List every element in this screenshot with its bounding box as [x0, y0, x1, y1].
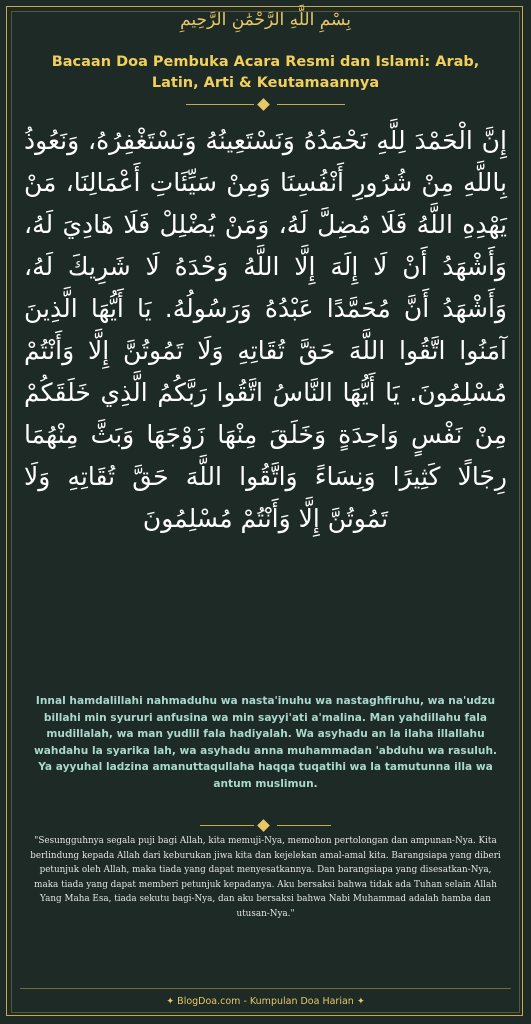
- diamond-ornament-icon: [257, 98, 270, 111]
- page-title: Bacaan Doa Pembuka Acara Resmi dan Islami: Arab, Latin, Arti & Keutamaannya: [51, 54, 480, 91]
- title-divider: [0, 98, 531, 112]
- meaning-divider: [0, 819, 531, 833]
- footer-divider: [20, 988, 511, 989]
- meaning-translation: "Sesungguhnya segala puji bagi Allah, kita memuji-Nya, memohon pertolongan dan ampunan-Nya. Kita berlindung kepada Allah dari keburukan jiwa kita dan kejelekan amal-amal kita. Barangsiapa yang diberi petunjuk oleh Allah, maka tiada yang dapat menyesatkannya. Dan barangsiapa yang disesatkan-Nya, maka tiada yang dapat memberi petunjuk kepadanya. Aku bersaksi bahwa tidak ada Tuhan selain Allah Yang Maha Esa, tiada sekutu bagi-Nya, dan aku bersaksi bahwa Nabi Muhammad adalah hamba dan utusan-Nya.": [30, 836, 501, 919]
- arabic-text: إِنَّ الْحَمْدَ لِلَّهِ نَحْمَدُهُ وَنَسْتَعِينُهُ وَنَسْتَغْفِرُهُ، وَنَعُوذُ بِاللَّهِ مِنْ شُرُورِ أَنْفُسِنَا وَمِنْ سَيِّئَاتِ أَعْمَالِنَا، مَنْ يَهْدِهِ اللَّهُ فَلَا مُضِلَّ لَهُ، وَمَنْ يُضْلِلْ فَلَا هَادِيَ لَهُ، وَأَشْهَدُ أَنْ لَا إِلَهَ إِلَّا اللَّهُ وَحْدَهُ لَا شَرِيكَ لَهُ، وَأَشْهَدُ أَنَّ مُحَمَّدًا عَبْدُهُ وَرَسُولُهُ. يَا أَيُّهَا الَّذِينَ آمَنُوا اتَّقُوا اللَّهَ حَقَّ تُقَاتِهِ وَلَا تَمُوتُنَّ إِلَّا وَأَنْتُمْ مُسْلِمُونَ. يَا أَيُّهَا النَّاسُ اتَّقُوا رَبَّكُمُ الَّذِي خَلَقَكُمْ مِنْ نَفْسٍ وَاحِدَةٍ وَخَلَقَ مِنْهَا زَوْجَهَا وَبَثَّ مِنْهُمَا رِجَالًا كَثِيرًا وَنِسَاءً وَاتَّقُوا اللَّهَ حَقَّ تُقَاتِهِ وَلَا تَمُوتُنَّ إِلَّا وَأَنْتُمْ مُسْلِمُونَ: [24, 126, 507, 533]
- latin-transliteration: Innal hamdalillahi nahmaduhu wa nasta'inuhu wa nastaghfiruhu, wa na'udzu billahi min syururi anfusina wa min sayyi'ati a'malina. Man yahdillahu fala mudillalah, wa man yudlil fala hadiyalah. Wa asyhadu an la ilaha illallahu wahdahu la syarika lah, wa asyhadu anna muhammadan 'abduhu wa rasuluh. Ya ayyuhal ladzina amanuttaqullaha haqqa tuqatihi wa la tamutunna illa wa antum muslimun.: [33, 695, 498, 790]
- diamond-ornament-icon: [257, 819, 270, 832]
- basmala: بِسْمِ اللَّهِ الرَّحْمَٰنِ الرَّحِيمِ: [180, 10, 351, 30]
- footer-credit: ✦ BlogDoa.com - Kumpulan Doa Harian ✦: [166, 996, 365, 1007]
